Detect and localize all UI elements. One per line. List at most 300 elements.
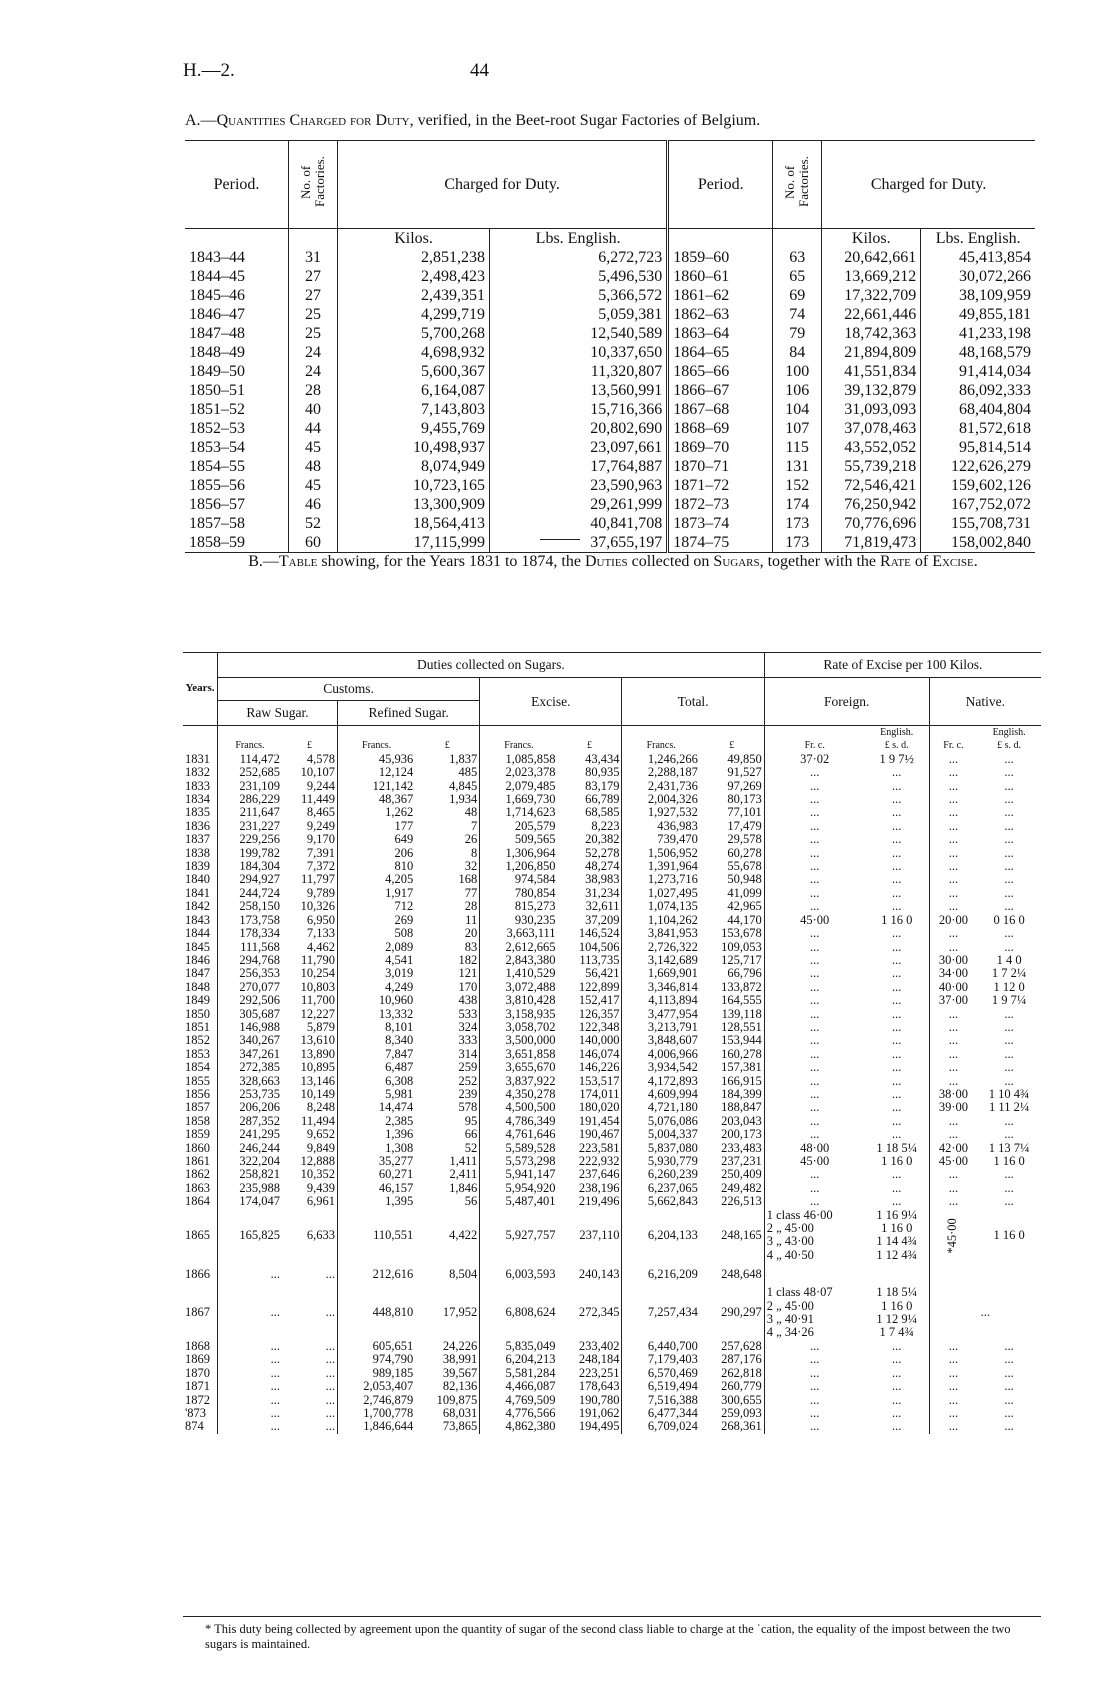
- table-row: [183, 1353, 1041, 1366]
- table-b-cell: 1869: [185, 1352, 210, 1367]
- table-b-cell: 83: [464, 939, 478, 954]
- table-a-cell: 1849–50: [189, 363, 245, 380]
- table-a-cell: 49,855,181: [921, 305, 1035, 324]
- table-a-caption: [185, 112, 760, 130]
- table-b-cell: 578: [458, 1100, 478, 1115]
- table-b-cell: ...: [325, 1352, 335, 1367]
- table-b-cell: ...: [764, 1420, 864, 1433]
- table-a-cell: 1856–57: [189, 496, 245, 513]
- table-b-cell: 4,205: [337, 873, 415, 886]
- table-b-cell: 270,077: [218, 981, 282, 994]
- table-a-cell: 38,109,959: [921, 286, 1035, 305]
- table-b-cell: 153,678: [721, 926, 762, 941]
- header-excise: Excise.: [480, 678, 622, 726]
- table-b-cell: ...: [892, 952, 902, 967]
- table-b-cell: 110,551: [337, 1209, 415, 1263]
- table-b-cell: 48,274: [585, 859, 620, 874]
- table-row: [183, 780, 1041, 793]
- table-b-cell: 3,934,542: [622, 1061, 700, 1074]
- table-a-cell: 20,802,690: [490, 419, 668, 438]
- table-b-cell: 48·00: [764, 1142, 864, 1155]
- table-b-cell: 233,402: [578, 1338, 620, 1353]
- table-b-cell: 4,350,278: [480, 1088, 558, 1101]
- table-b-cell: 253,735: [218, 1088, 282, 1101]
- table-b-cell: ...: [764, 994, 864, 1007]
- header-duties: Duties collected on Sugars.: [218, 653, 765, 678]
- table-b-cell: ...: [892, 1006, 902, 1021]
- table-b-cell: ...: [1004, 1060, 1014, 1075]
- table-b-cell: 1833: [185, 778, 210, 793]
- table-b-cell: ...: [764, 887, 864, 900]
- table-b-cell: 45,936: [337, 753, 415, 766]
- table-b-cell: 6,204,133: [622, 1209, 700, 1263]
- unit-francs-4: Francs.: [622, 726, 700, 753]
- table-b-cell: 4,113,894: [622, 994, 700, 1007]
- foreign-class-rate: [764, 1249, 864, 1262]
- table-b-cell: 237,110: [579, 1227, 620, 1242]
- table-b-cell: ...: [764, 1182, 864, 1195]
- table-b-cell: ...: [892, 899, 902, 914]
- table-b-cell: ...: [892, 1379, 902, 1394]
- table-a-cell: 8,074,949: [338, 457, 490, 476]
- table-b-cell: ...: [764, 1128, 864, 1141]
- table-a-cell: 69: [773, 286, 822, 305]
- table-a-cell: 25: [289, 305, 338, 324]
- table-b-cell: 184,304: [218, 860, 282, 873]
- table-b-cell: 194,495: [578, 1419, 620, 1434]
- table-b-cell: 1,395: [337, 1195, 415, 1208]
- header-factories-2: [773, 141, 822, 229]
- table-b-cell: 34·00: [929, 967, 977, 980]
- table-b-cell: 1,837: [449, 751, 478, 766]
- table-b-cell: 49,850: [727, 751, 762, 766]
- table-row: [183, 1380, 1041, 1393]
- table-a-cell: 91,414,034: [921, 362, 1035, 381]
- table-b-cell: 1 10 4¾: [988, 1086, 1030, 1101]
- table-b-cell: 17,952: [442, 1305, 478, 1320]
- table-row: [183, 753, 1041, 766]
- table-b-cell: 42·00: [929, 1142, 977, 1155]
- table-b-cell: 252,685: [218, 766, 282, 779]
- header-foreign: Foreign.: [764, 678, 929, 726]
- table-b-cell: 6,260,239: [622, 1168, 700, 1181]
- table-b-cell: ...: [764, 1195, 864, 1208]
- table-a-cell: 48: [289, 457, 338, 476]
- table-b-cell: 287,352: [218, 1115, 282, 1128]
- table-b-cell: 152,417: [578, 993, 620, 1008]
- table-b-cell: ...: [929, 793, 977, 806]
- table-a-cell: 5,600,367: [338, 362, 490, 381]
- table-b-cell: 223,581: [578, 1140, 620, 1155]
- table-b-cell: 1850: [185, 1006, 210, 1021]
- table-b-cell: ...: [1004, 845, 1014, 860]
- table-row: [185, 286, 1035, 305]
- table-a-cell: 31: [289, 248, 338, 267]
- table-b-cell: ...: [1004, 778, 1014, 793]
- table-b-cell: 83,179: [585, 778, 620, 793]
- table-b-cell: ...: [1004, 1419, 1014, 1434]
- table-b-cell: 874: [185, 1419, 204, 1434]
- table-b-cell: 1 4 0: [996, 952, 1022, 967]
- table-b-cell: ...: [892, 1180, 902, 1195]
- table-b-cell: 294,927: [218, 873, 282, 886]
- table-a-cell: 65: [773, 267, 822, 286]
- table-b-cell: 9,849: [306, 1140, 335, 1155]
- table-row: [183, 1061, 1041, 1074]
- table-b-cell: ...: [892, 1073, 902, 1088]
- table-b-cell: 272,345: [578, 1305, 620, 1320]
- table-b-cell: 10,107: [300, 765, 335, 780]
- table-b-cell: 38,991: [442, 1352, 478, 1367]
- table-b-cell: 4,786,349: [480, 1115, 558, 1128]
- table-b-cell: 168: [458, 872, 478, 887]
- table-b-cell: 3,213,791: [622, 1021, 700, 1034]
- table-b-cell: 930,235: [480, 914, 558, 927]
- table-b-cell: 1867: [185, 1305, 210, 1320]
- table-b-cell: 605,651: [337, 1340, 415, 1353]
- table-b-cell: 97,269: [727, 778, 762, 793]
- table-b-cell: ...: [764, 847, 864, 860]
- header-raw: Raw Sugar.: [218, 701, 338, 726]
- table-b-cell: 1,246,266: [622, 753, 700, 766]
- table-b-cell: 6,633: [306, 1227, 335, 1242]
- table-b-cell: 780,854: [480, 887, 558, 900]
- table-b-cell: 50,948: [727, 872, 762, 887]
- table-b-cell: ...: [929, 806, 977, 819]
- table-b-cell: 157,381: [721, 1060, 762, 1075]
- table-a-cell: 30,072,266: [921, 267, 1035, 286]
- table-b-cell: ...: [764, 900, 864, 913]
- table-b-cell: 649: [337, 833, 415, 846]
- table-b-cell: 40·00: [929, 981, 977, 994]
- table-b-cell: 1,308: [337, 1142, 415, 1155]
- table-b-cell: ...: [929, 1075, 977, 1088]
- table-b-cell: 56: [464, 1194, 478, 1209]
- table-b-cell: 4,862,380: [480, 1420, 558, 1433]
- table-b-cell: 508: [337, 927, 415, 940]
- table-b-cell: 66,789: [585, 792, 620, 807]
- table-b-cell: 121,142: [337, 780, 415, 793]
- table-b-cell: ...: [892, 1060, 902, 1075]
- table-b-cell: 436,983: [622, 820, 700, 833]
- table-b-cell: 5,927,757: [480, 1209, 558, 1263]
- class-label: 4 „: [766, 1325, 782, 1340]
- table-b-cell: ...: [325, 1392, 335, 1407]
- table-b-cell: ...: [764, 766, 864, 779]
- table-b-cell: 1,027,495: [622, 887, 700, 900]
- table-a-cell: 18,564,413: [338, 514, 490, 533]
- table-b-cell: 4,721,180: [622, 1101, 700, 1114]
- table-row: [183, 1367, 1041, 1380]
- table-b-cell: 3,837,922: [480, 1075, 558, 1088]
- table-a-cell: 22,661,446: [822, 305, 921, 324]
- table-b-cell: ...: [929, 833, 977, 846]
- table-b-cell: 44,170: [727, 912, 762, 927]
- table-b-cell: 1 11 2¼: [989, 1100, 1030, 1115]
- table-a-cell: 5,059,381: [490, 305, 668, 324]
- table-a-cell: 167,752,072: [921, 495, 1035, 514]
- table-b-cell: 1871: [185, 1379, 210, 1394]
- table-b-cell: 1856: [185, 1086, 210, 1101]
- table-b-cell: 4,776,566: [480, 1407, 558, 1420]
- table-b-cell: 1841: [185, 885, 210, 900]
- table-b-cell: 9,249: [306, 818, 335, 833]
- table-b-cell: 272,385: [218, 1061, 282, 1074]
- table-b-cell: 324: [458, 1019, 478, 1034]
- table-b-cell: 28: [464, 899, 478, 914]
- table-b-cell: 1853: [185, 1046, 210, 1061]
- table-b-cell: [764, 1262, 864, 1286]
- table-b-cell: 4,172,893: [622, 1075, 700, 1088]
- table-b-cell: ...: [764, 1061, 864, 1074]
- table-a-cell: 13,560,991: [490, 381, 668, 400]
- table-a-cell: 20,642,661: [822, 248, 921, 267]
- table-b-cell: 333: [458, 1033, 478, 1048]
- table-a-cell: 44: [289, 419, 338, 438]
- table-b-cell: 815,273: [480, 900, 558, 913]
- table-a-cell: 1867–68: [668, 400, 773, 419]
- caption-smallcaps: Quantities Charged for Duty,: [216, 112, 414, 129]
- table-b-cell: 41,099: [727, 885, 762, 900]
- table-b-cell: 1847: [185, 966, 210, 981]
- page-ref: H.—2.: [183, 60, 235, 81]
- table-b-cell: 1866: [185, 1266, 210, 1281]
- table-b-cell: 146,074: [578, 1046, 620, 1061]
- table-b-cell: 184,399: [721, 1086, 762, 1101]
- table-b-cell: 48,367: [337, 793, 415, 806]
- table-b: [183, 652, 1041, 1434]
- table-b-cell: 8: [470, 845, 478, 860]
- table-b-cell: 6,237,065: [622, 1182, 700, 1195]
- table-b-cell: 3,058,702: [480, 1021, 558, 1034]
- table-row: [185, 381, 1035, 400]
- table-b-cell: 10,803: [300, 979, 335, 994]
- table-b-cell: 199,782: [218, 847, 282, 860]
- table-b-cell: 8,340: [337, 1034, 415, 1047]
- table-b-cell: ...: [929, 1034, 977, 1047]
- table-b-cell: 3,142,689: [622, 954, 700, 967]
- table-b-cell: 1844: [185, 926, 210, 941]
- table-a-cell: 55,739,218: [822, 457, 921, 476]
- table-b-cell: ...: [1004, 792, 1014, 807]
- table-b-cell: ...: [325, 1305, 335, 1320]
- table-b-cell: 1,306,964: [480, 847, 558, 860]
- table-b-cell: 82,136: [442, 1379, 478, 1394]
- table-b-cell: 1852: [185, 1033, 210, 1048]
- table-a-cell: 23,097,661: [490, 438, 668, 457]
- class-rate: 40·50: [784, 1247, 814, 1262]
- header-factories: [289, 141, 338, 229]
- table-b-cell: ...: [892, 765, 902, 780]
- table-row: [183, 887, 1041, 900]
- table-b-cell: ...: [892, 1033, 902, 1048]
- table-b-cell: 128,551: [721, 1019, 762, 1034]
- table-a-cell: 2,439,351: [338, 286, 490, 305]
- table-b-cell: 20·00: [929, 914, 977, 927]
- table-b-cell: 3,663,111: [480, 927, 558, 940]
- table-a-cell: 11,320,807: [490, 362, 668, 381]
- table-b-cell: 3,158,935: [480, 1008, 558, 1021]
- table-b-cell: 13,890: [300, 1046, 335, 1061]
- table-row: [183, 1155, 1041, 1168]
- table-b-cell: 109,053: [721, 939, 762, 954]
- table-b-cell: 6,961: [306, 1194, 335, 1209]
- foreign-class-rate: [764, 1326, 864, 1339]
- table-b-cell: ...: [892, 1113, 902, 1128]
- table-b-cell: 11,449: [301, 792, 335, 807]
- table-b-cell: 153,517: [578, 1073, 620, 1088]
- table-b-cell: ...: [764, 941, 864, 954]
- table-b-cell: 6,216,209: [622, 1262, 700, 1286]
- table-b-cell: ...: [892, 805, 902, 820]
- table-row: [185, 305, 1035, 324]
- table-row: [185, 267, 1035, 286]
- table-b-cell: ...: [929, 753, 977, 766]
- table-b-cell: ...: [218, 1353, 282, 1366]
- table-a-cell: 48,168,579: [921, 343, 1035, 362]
- table-b-cell: 188,847: [721, 1100, 762, 1115]
- table-b-cell: 1831: [185, 751, 210, 766]
- table-b-cell: ...: [764, 967, 864, 980]
- table-row: [183, 1262, 1041, 1286]
- table-b-cell: 4,462: [306, 939, 335, 954]
- table-row: [183, 994, 1041, 1007]
- table-a-cell: 40,841,708: [490, 514, 668, 533]
- table-b-cell: 9,789: [306, 885, 335, 900]
- table-a-cell: 37,655,197: [490, 533, 668, 553]
- table-b-cell: ...: [1004, 859, 1014, 874]
- table-b-cell: 2,023,378: [480, 766, 558, 779]
- table-b-cell: 12,227: [300, 1006, 335, 1021]
- table-b-cell: ...: [1004, 1006, 1014, 1021]
- table-a-cell: 29,261,999: [490, 495, 668, 514]
- table-b-cell: 20,382: [585, 832, 620, 847]
- table-b-cell: ...: [1004, 1352, 1014, 1367]
- table-b-cell: 4,249: [337, 981, 415, 994]
- table-row: [185, 514, 1035, 533]
- table-row: [185, 248, 1035, 267]
- table-b-cell: 174,011: [579, 1086, 620, 1101]
- table-b-cell: ...: [929, 1061, 977, 1074]
- table-b-cell: 256,353: [218, 967, 282, 980]
- table-row: [183, 1420, 1041, 1433]
- table-a-cell: 1859–60: [668, 248, 773, 267]
- table-b-cell: 5,573,298: [480, 1155, 558, 1168]
- table-b-cell: ...: [218, 1380, 282, 1393]
- table-b-cell: 2,726,322: [622, 941, 700, 954]
- table-b-cell: 139,118: [721, 1006, 762, 1021]
- unit-frc-native: Fr. c.: [929, 726, 977, 753]
- table-row: [183, 1008, 1041, 1021]
- table-b-cell: 60,278: [727, 845, 762, 860]
- table-b-cell: ...: [764, 860, 864, 873]
- table-b-cell: ...: [764, 927, 864, 940]
- table-b-cell: ...: [764, 780, 864, 793]
- table-b-cell: 9,170: [306, 832, 335, 847]
- table-b-cell: 4,761,646: [480, 1128, 558, 1141]
- table-a-cell: 1852–53: [189, 420, 245, 437]
- class-lsd: 1 14 4¾: [876, 1234, 917, 1249]
- table-a-cell: 23,590,963: [490, 476, 668, 495]
- table-b-cell: ...: [1004, 1405, 1014, 1420]
- header-years: Years.: [185, 682, 215, 695]
- table-b-cell: 244,724: [218, 887, 282, 900]
- table-b-cell: ...: [325, 1266, 335, 1281]
- class-label: 3 „: [766, 1234, 782, 1249]
- table-b-cell: 533: [458, 1006, 478, 1021]
- table-b-cell: 68,585: [585, 805, 620, 820]
- table-b-cell: 1 9 7½: [879, 751, 914, 766]
- header-factories-text: No. of Factories.: [298, 156, 327, 208]
- table-b-cell: 250,409: [721, 1167, 762, 1182]
- table-b-cell: ...: [892, 1167, 902, 1182]
- table-a-cell: 37,078,463: [822, 419, 921, 438]
- table-b-cell: ...: [1004, 899, 1014, 914]
- table-a-cell: 6,164,087: [338, 381, 490, 400]
- unit-francs-3: Francs.: [480, 726, 558, 753]
- table-row: [183, 941, 1041, 954]
- table-b-cell: ...: [764, 1407, 864, 1420]
- foreign-class-rate: [764, 1300, 864, 1313]
- table-a-cell: 12,540,589: [490, 324, 668, 343]
- table-b-cell: [929, 1262, 977, 1286]
- table-a-cell: 41,233,198: [921, 324, 1035, 343]
- table-a-cell: 1862–63: [668, 305, 773, 324]
- table-b-cell: 205,579: [480, 820, 558, 833]
- table-b-cell: ...: [1004, 1113, 1014, 1128]
- table-a-cell: 1851–52: [189, 401, 245, 418]
- table-b-cell: 1848: [185, 979, 210, 994]
- table-b-cell: ...: [764, 1115, 864, 1128]
- table-b-cell: ...: [929, 1353, 977, 1366]
- table-b-cell: 13,332: [337, 1008, 415, 1021]
- table-b-cell: 80,173: [727, 792, 762, 807]
- table-a-cell: 21,894,809: [822, 343, 921, 362]
- table-row: [185, 533, 1035, 553]
- table-row: [183, 847, 1041, 860]
- table-a-cell: 45,413,854: [921, 248, 1035, 267]
- table-b-cell: ...: [929, 860, 977, 873]
- native-rate: *45·00: [929, 1209, 977, 1263]
- table-b-cell: 4,466,087: [480, 1380, 558, 1393]
- table-b-cell: 140,000: [578, 1033, 620, 1048]
- table-b-cell: 4,578: [306, 751, 335, 766]
- table-b-cell: 6,477,344: [622, 1407, 700, 1420]
- table-b-cell: ...: [892, 1352, 902, 1367]
- table-b-cell: 133,872: [721, 979, 762, 994]
- table-a-cell: 104: [773, 400, 822, 419]
- table-b-cell: 1870: [185, 1365, 210, 1380]
- table-b-cell: 68,031: [442, 1405, 478, 1420]
- table-a-cell: 7,143,803: [338, 400, 490, 419]
- table-b-cell: 146,524: [578, 926, 620, 941]
- table-b-cell: 3,810,428: [480, 994, 558, 1007]
- foreign-class-rate: [764, 1209, 864, 1222]
- table-b-cell: 248,184: [578, 1352, 620, 1367]
- table-b-cell: 1851: [185, 1019, 210, 1034]
- table-b-cell: ...: [1004, 1046, 1014, 1061]
- table-b-cell: 1,714,623: [480, 806, 558, 819]
- caption-b-sc4: Rate: [880, 553, 911, 570]
- table-a-cell: 9,455,769: [338, 419, 490, 438]
- table-b-cell: 95: [464, 1113, 478, 1128]
- table-a-cell: 158,002,840: [921, 533, 1035, 553]
- table-b-cell: ...: [1004, 1073, 1014, 1088]
- table-b-cell: 170: [458, 979, 478, 994]
- table-a-cell: 81,572,618: [921, 419, 1035, 438]
- table-b-cell: 29,578: [727, 832, 762, 847]
- table-b-cell: 3,072,488: [480, 981, 558, 994]
